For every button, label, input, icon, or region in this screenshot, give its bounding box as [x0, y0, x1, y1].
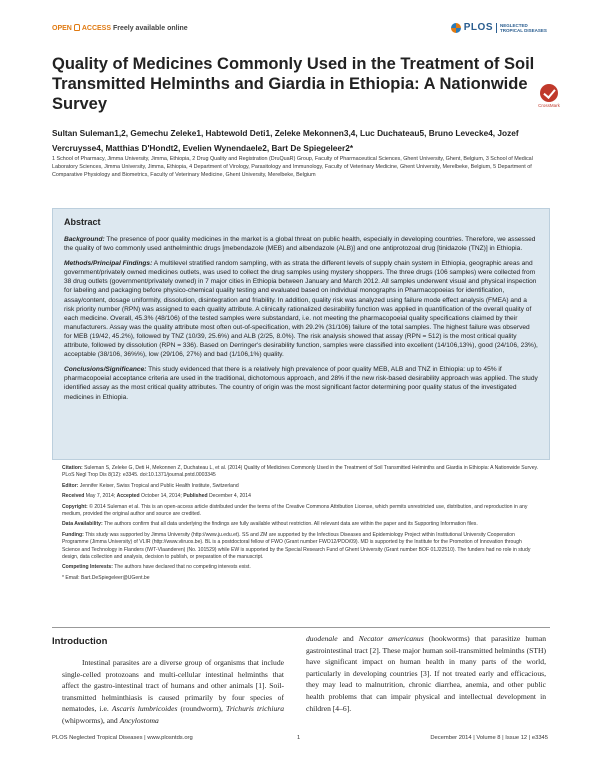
plos-logo-icon: [451, 23, 461, 33]
open-access-label: OPEN ACCESS Freely available online: [52, 25, 188, 32]
page-header: [52, 22, 548, 38]
publication-dates: Received May 7, 2014; Accepted October 14, 2014; Published December 4, 2014: [62, 493, 251, 500]
citation: Citation: Suleman S, Zeleke G, Deti H, Mekonnen Z, Duchateau L, et al. (2014) Quality of Medicines Commonly Used in the Treatment of Soil Transmitted Helminths and Giardia in Ethiopia: A Nationwide Survey. PLoS Negl Trop Dis 8(12): e3345. doi:10.1371/journal.pntd.0003345: [62, 465, 539, 479]
intro-column-right: duodenale and Necator americanus (hookworms) that parasitize human gastrointestinal tract [2]. These major human soil-transmitted helminths (STH) have significant impact on human health in many parts of the world, particularly in developing countries [3]. If not treated early and efficacious, they may lead to malnutrition, chronic diarrhea, anemia, and other public health problems that can impair physical and intellectual development in children [4–6].: [306, 634, 546, 713]
article-metadata: [62, 465, 540, 585]
abstract-methods: Methods/Principal Findings: A multilevel stratified random sampling, with as strata the different levels of supply chain system in Ethiopia, geographic areas and government/privately owned medicines outlets, was used to collect the drug samples using mystery shoppers. The three drugs (106 samples) were collected from 38 drug outlets (government/privately owned) in 7 major cities in Ethiopia between January and March 2012. All samples underwent visual and physical inspection for labeling and packaging before physico-chemical quality testing and evaluated based on individual monographs in Pharmacopoeias for identification, assay/content, dosage uniformity, dissolution, disintegration and friability. In addition, quality risk was analyzed using failure mode effect analysis (FMEA) and a risk priority number (RPN) was assigned to each quality attribute. A clinically rationalized desirability function was applied in quantification of the overall quality of each medicine. Overall, 45.3% (48/106) of the tested samples were substandard, i.e. not meeting the pharmacopoeial quality specifications claimed by their manufacturers. Assay was the quality attribute most often out-of-specification, with 29.2% (31/106) failure of the total samples. The highest failure was observed for MEB (19/42, 45.2%), followed by TNZ (10/39, 25.6%) and ALB (2/25, 8.0%). The risk analysis showed that assay (RPN = 512) is the most critical quality attribute, followed by dissolution (RPN = 336). Based on Derringer's desirability function, samples were classified into excellent (14/106,13%), good (24/106, 23%), acceptable (38/106, 36%%), low (29/106, 27%) and bad (1/106,1%) quality.: [64, 260, 538, 359]
footer-journal: PLOS Neglected Tropical Diseases | www.plosntds.org: [52, 735, 193, 741]
competing-interests: Competing Interests: The authors have declared that no competing interests exist.: [62, 564, 251, 571]
editor: Editor: Jennifer Keiser, Swiss Tropical and Public Health Institute, Switzerland: [62, 482, 239, 489]
abstract-heading: Abstract: [64, 217, 101, 227]
page-number: 1: [297, 735, 301, 741]
affiliations: 1 School of Pharmacy, Jimma University, Jimma, Ethiopia, 2 Drug Quality and Registration (DruQuaR) Group, Faculty of Pharmaceutical Sciences, Ghent University, Ghent, Belgium, 3 School of Medical Laboratory Sciences, Jimma University, Jimma, Ethiopia, 4 Department of Virology, Parasitology and Immunology, Faculty of Veterinary Medicine, Ghent University, Merelbeke, Belgium, 5 Department of Comparative Physiology and Biometrics, Faculty of Veterinary Medicine, Ghent University, Merelbeke, Belgium: [52, 156, 533, 178]
data-availability: Data Availability: The authors confirm that all data underlying the findings are fully available without restriction. All relevant data are within the paper and its Supporting Information files.: [62, 521, 478, 528]
footer-issue: December 2014 | Volume 8 | Issue 12 | e3345: [430, 735, 548, 741]
crossmark-icon: [540, 84, 558, 102]
section-heading-introduction: Introduction: [52, 636, 108, 647]
funding: Funding: This study was supported by Jimma University (http://www.ju.edu.et). SS and ZM are supported by the Infectious Diseases and Epidemiology Project within Institutional University Cooperation Programme (Jimma University) of VLIR (http://www.vliruos.be). BL is a postdoctoral fellow of FWO (Grant number FWO12/PDO/09). MD is supported by the Institute for the Promotion of Innovation through Science and Technology in Flanders (IWT-Vlaanderen) (No. 101529) while EW is supported by the Special Research Fund of Ghent University (Grant number BOF 01J22510). The funders had no role in study design, data collection and analysis, decision to publish, or preparation of the manuscript.: [62, 531, 531, 561]
open-lock-icon: [74, 24, 80, 31]
crossmark-badge[interactable]: CrossMark: [529, 84, 569, 108]
abstract-background: Background: The presence of poor quality medicines in the market is a global threat on public health, especially in developing countries. Therefore, we assessed the quality of two commonly used anthelminthic drugs [mebendazole (MEB) and albendazole (ALB)] and one antiprotozoal drug [tinidazole (TNZ)] in Ethiopia.: [64, 236, 536, 253]
abstract-box: [52, 208, 550, 460]
article-title: Quality of Medicines Commonly Used in the Treatment of Soil Transmitted Helminths and Giardia in Ethiopia: A Nationwide Survey: [52, 55, 535, 113]
freely-available-text: Freely available online: [112, 25, 188, 32]
author-list: Sultan Suleman1,2, Gemechu Zeleke1, Habtewold Deti1, Zeleke Mekonnen3,4, Luc Duchateau5, Bruno Levecke4, Jozef Vercruysse4, Matthias D'Hondt2, Evelien Wynendaele2, Bart De Spiegeleer2*: [52, 128, 519, 153]
copyright: Copyright: © 2014 Suleman et al. This is an open-access article distributed under the terms of the Creative Commons Attribution License, which permits unrestricted use, distribution, and reproduction in any medium, provided the original author and source are credited.: [62, 503, 528, 518]
correspondence-email[interactable]: * Email: Bart.DeSpiegeleer@UGent.be: [62, 574, 150, 581]
divider: [52, 627, 550, 628]
journal-logo[interactable]: PLOS NEGLECTED TROPICAL DISEASES: [451, 22, 548, 33]
abstract-conclusions: Conclusions/Significance: This study evidenced that there is a relatively high prevalence of poor quality MEB, ALB and TNZ in Ethiopia: up to 45% if pharmacopoeial acceptance criteria are used in the traditional, dichotomous approach, and 28% if the new risk-based desirability approach was applied. The study identified assay as the most critical quality attributes. The country of origin was the most significant factor determining poor quality status of the investigated medicines in Ethiopia.: [64, 366, 538, 401]
intro-column-left: Intestinal parasites are a diverse group of organisms that include single-celled protozoans and multi-cellular intestinal helminths that affect the gastro-intestinal tract of humans and other animals [1]. Soil-transmitted helminthiasis is caused primarily by four species of nematodes, i.e. Ascaris lumbricoides (roundworm), Trichuris trichiura (whipworms), and Ancylostoma: [62, 658, 284, 725]
